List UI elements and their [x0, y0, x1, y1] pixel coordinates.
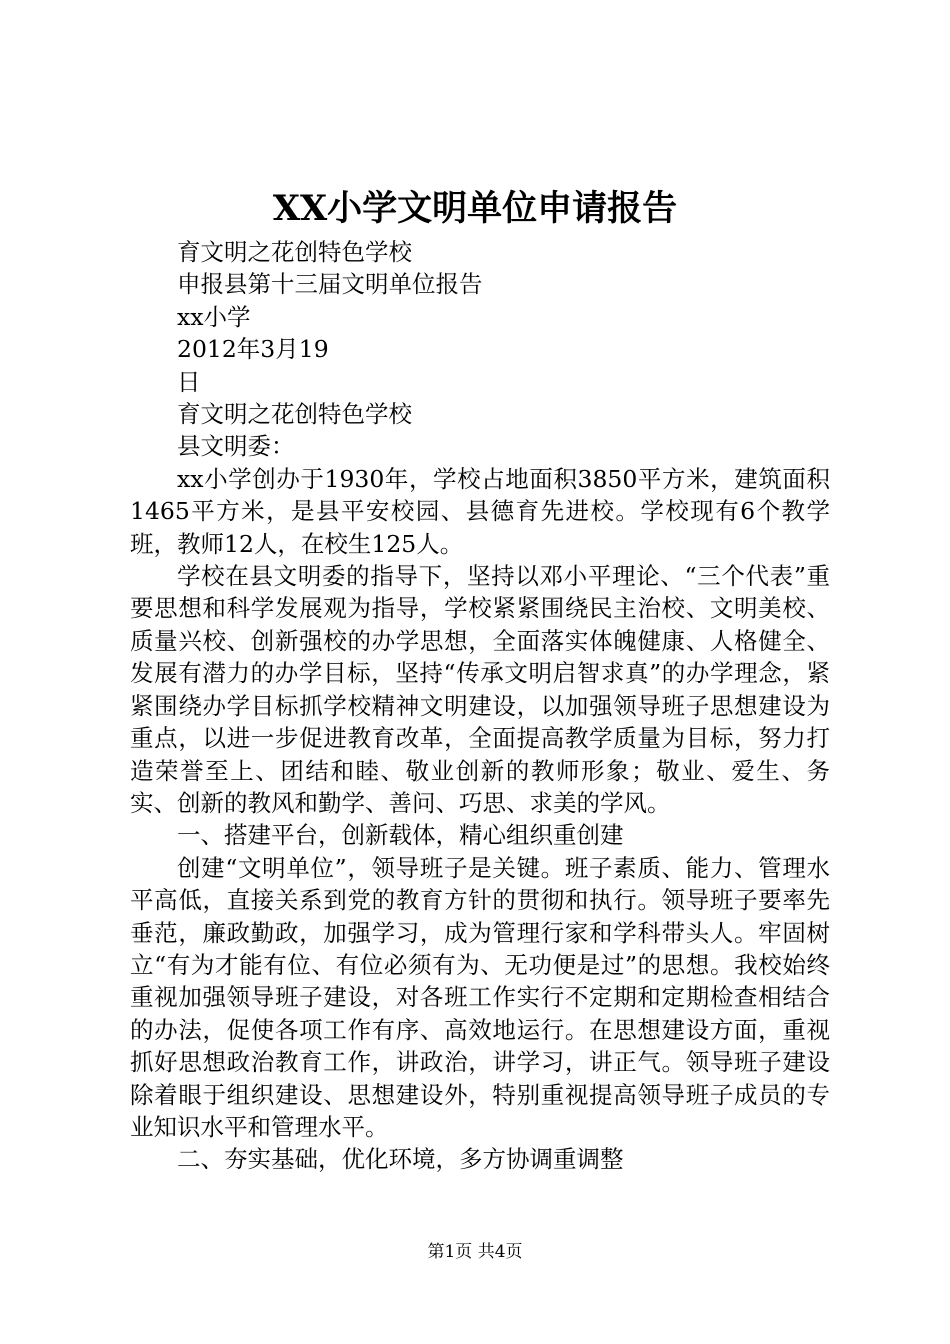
section-heading-2: 二、夯实基础，优化环境，多方协调重调整 — [177, 1145, 624, 1174]
paragraph-guidance: 学校在县文明委的指导下，坚持以邓小平理论、“三个代表”重要思想和科学发展观为指导，学校紧紧围绕民主治校、文明美校、质量兴校、创新强校的办学思想，全面落实体魄健康、人格健全、发展有潜力的办学目标，坚持“传承文明启智求真”的办学理念，紧紧围绕办学目标抓学校精神文明建设，以加强领导班子思想建设为重点，以进一步促进教育改革，全面提高教学质量为目标，努力打造荣誉至上、团结和睦、敬业创新的教师形象；敬业、爱生、务实、创新的教风和勤学、善问、巧思、求美的学风。 — [130, 562, 830, 817]
section-heading-1: 一、搭建平台，创新载体，精心组织重创建 — [177, 821, 624, 850]
header-line: 育文明之花创特色学校 — [177, 238, 412, 266]
header-line: 育文明之花创特色学校 — [177, 400, 412, 429]
paragraph-intro: xx小学创办于1930年，学校占地面积3850平方米，建筑面积1465平方米，是县平安校园、县德育先进校。学校现有6个教学班，教师12人，在校生125人。 — [130, 464, 830, 558]
document-body — [130, 236, 830, 1176]
page-footer: 第1页 共4页 — [427, 1242, 523, 1262]
header-line: xx小学 — [177, 302, 251, 331]
salutation: 县文明委： — [177, 432, 295, 461]
header-line: 申报县第十三届文明单位报告 — [177, 270, 483, 299]
header-line: 2012年3月19 — [177, 335, 329, 364]
document-title: XX小学文明单位申请报告 — [272, 188, 678, 229]
header-line: 日 — [177, 367, 201, 396]
paragraph-leadership: 创建“文明单位”，领导班子是关键。班子素质、能力、管理水平高低，直接关系到党的教育方针的贯彻和执行。领导班子要率先垂范，廉政勤政，加强学习，成为管理行家和学科带头人。牢固树立“有为才能有位、有位必须有为、无功便是过”的思想。我校始终重视加强领导班子建设，对各班工作实行不定期和定期检查相结合的办法，促使各项工作有序、高效地运行。在思想建设方面，重视抓好思想政治教育工作，讲政治，讲学习，讲正气。领导班子建设除着眼于组织建设、思想建设外，特别重视提高领导班子成员的专业知识水平和管理水平。 — [130, 853, 830, 1141]
